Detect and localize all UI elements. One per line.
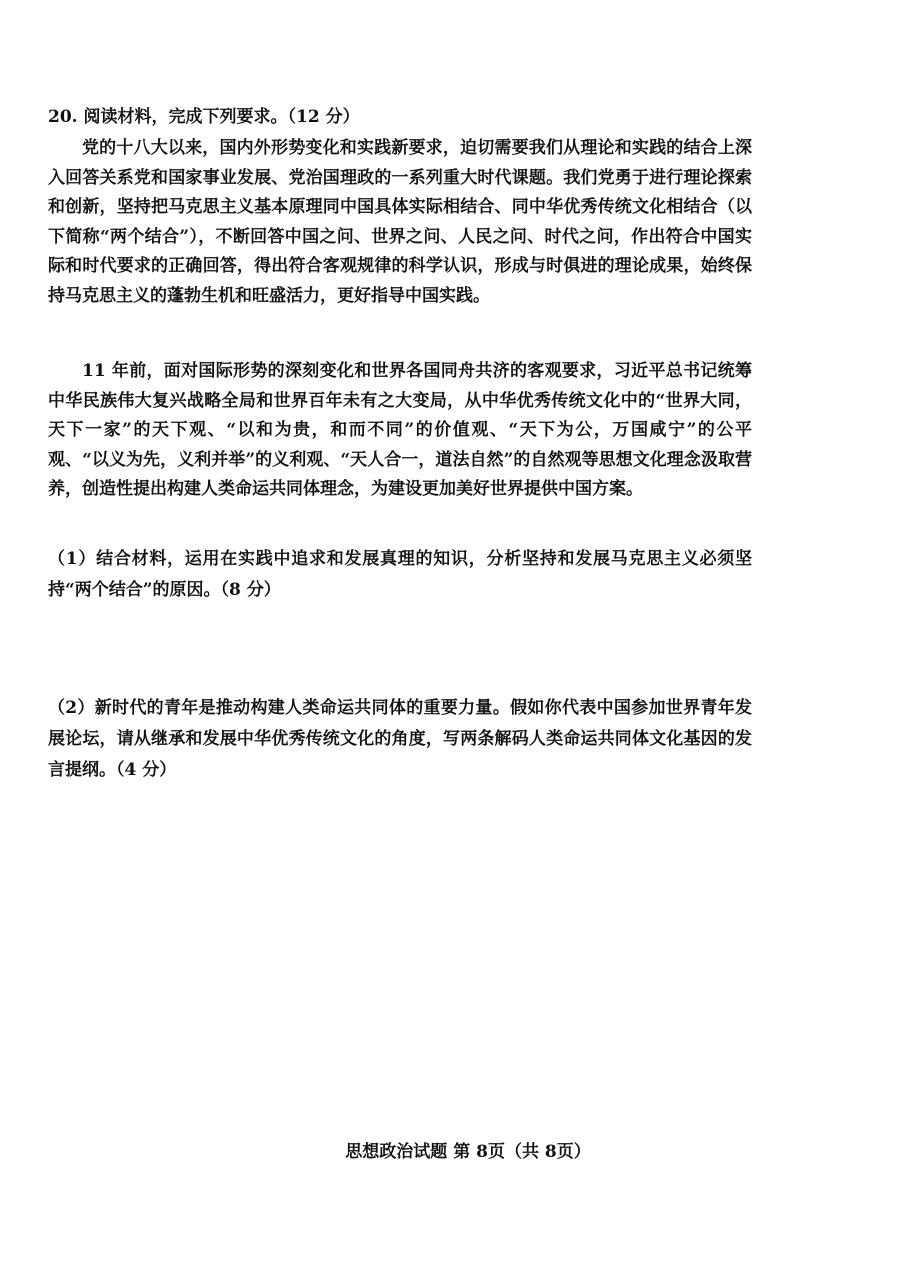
material-paragraph-1: 党的十八大以来，国内外形势变化和实践新要求，迫切需要我们从理论和实践的结合上深入回答关系党和国家事业发展、党治国理政的一系列重大时代课题。我们党勇于进行理论探索和创新，坚持把马克思主义基本原理同中国具体实际相结合、同中华优秀传统文化相结合（以下简称“两个结合”），不断回答中国之问、世界之问、人民之问、时代之问，作出符合中国实际和时代要求的正确回答，得出符合客观规律的科学认识，形成与时俱进的理论成果，始终保持马克思主义的蓬勃生机和旺盛活力，更好指导中国实践。	[48, 138, 752, 306]
sub-question-2: （2）新时代的青年是推动构建人类命运共同体的重要力量。假如你代表中国参加世界青年发展论坛，请从继承和发展中华优秀传统文化的角度，写两条解码人类命运共同体文化基因的发言提纲。（4 分）	[48, 698, 752, 780]
material-paragraph-2: 11 年前，面对国际形势的深刻变化和世界各国同舟共济的客观要求，习近平总书记统筹中华民族伟大复兴战略全局和世界百年未有之大变局，从中华优秀传统文化中的“世界大同，天下一家”的天下观、“以和为贵，和而不同”的价值观、“天下为公，万国咸宁”的公平观、“以义为先，义利并举”的义利观、“天人合一，道法自然”的自然观等思想文化理念汲取营养，创造性提出构建人类命运共同体理念，为建设更加美好世界提供中国方案。	[48, 361, 752, 500]
sub-question-1: （1）结合材料，运用在实践中追求和发展真理的知识，分析坚持和发展马克思主义必须坚持“两个结合”的原因。（8 分）	[48, 549, 752, 600]
question-title: 20. 阅读材料，完成下列要求。（12 分）	[48, 107, 360, 127]
page-footer: 思想政治试题 第 8页（共 8页）	[345, 1142, 591, 1162]
